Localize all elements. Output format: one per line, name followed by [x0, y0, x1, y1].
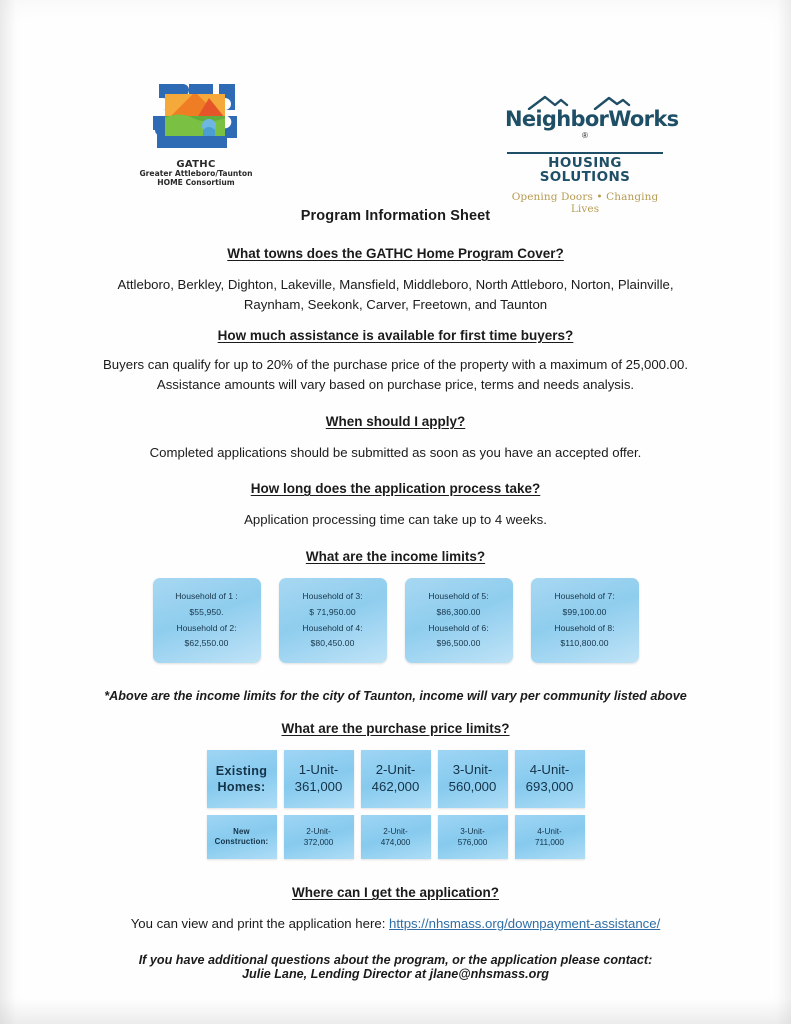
income-household-label: Household of 8:	[554, 622, 615, 633]
existing-label-line2: Homes:	[217, 780, 266, 795]
income-household-value: $110,800.00	[560, 638, 609, 649]
income-household-label: Household of 2:	[176, 622, 237, 633]
income-household-label: Household of 1 :	[175, 590, 238, 601]
price-amount: 560,000	[448, 779, 497, 795]
application-intro-line	[0, 914, 791, 934]
price-column-1-unit	[284, 750, 354, 859]
contact-line-2: Julie Lane, Lending Director at jlane@nhsmass.org	[242, 966, 549, 981]
price-column-labels	[207, 750, 277, 859]
price-cell-new-construction	[438, 815, 508, 859]
application-intro-text: You can view and print the application here:	[130, 916, 386, 932]
gathc-subtitle-line2: HOME Consortium	[157, 177, 235, 187]
price-column-3-unit	[438, 750, 508, 859]
towns-line-2: Raynham, Seekonk, Carver, Freetown, and Taunton	[243, 297, 548, 313]
price-amount: 576,000	[457, 838, 488, 848]
price-row-label-new-construction	[207, 815, 277, 859]
price-unit-label: 2-Unit-	[375, 762, 416, 778]
scan-edge-bottom	[0, 998, 791, 1024]
price-unit-label: 3-Unit-	[452, 762, 493, 778]
price-unit-label: 3-Unit-	[460, 827, 485, 837]
gathc-acronym: GATHC	[176, 159, 216, 170]
income-footnote: *Above are the income limits for the city of Taunton, income will vary per community listed above	[104, 689, 687, 704]
price-amount: 474,000	[380, 838, 411, 848]
income-household-value: $86,300.00	[436, 606, 481, 617]
heading-income-limits: What are the income limits?	[305, 548, 486, 564]
income-household-value: $62,550.00	[184, 638, 229, 649]
neighborworks-subtitle: HOUSING SOLUTIONS	[539, 155, 631, 185]
price-cell-new-construction	[515, 815, 585, 859]
price-row-label-existing	[207, 750, 277, 808]
neighborworks-word: NeighborWorks	[505, 107, 679, 131]
price-amount: 361,000	[294, 779, 343, 795]
existing-label-line1: Existing	[215, 764, 268, 779]
income-household-label: Household of 7:	[554, 590, 615, 601]
neighborworks-divider	[507, 152, 663, 154]
price-cell-existing	[361, 750, 431, 808]
price-cell-new-construction	[361, 815, 431, 859]
heading-process-time: How long does the application process take?	[250, 481, 541, 497]
price-unit-label: 4-Unit-	[537, 827, 562, 837]
heading-towns: What towns does the GATHC Home Program Cover?	[227, 246, 564, 261]
neighborworks-logo	[505, 94, 679, 216]
gathc-caption	[136, 159, 256, 187]
income-household-label: Household of 4:	[302, 622, 363, 633]
new-label-line1: New	[233, 826, 250, 836]
assistance-line-2: Assistance amounts will vary based on purchase price, terms and needs analysis.	[156, 377, 635, 393]
apply-line-1: Completed applications should be submitted as soon as you have an accepted offer.	[149, 444, 642, 460]
price-cell-existing	[515, 750, 585, 808]
neighborworks-tagline: Opening Doors • Changing Lives	[511, 191, 659, 216]
price-column-2-unit	[361, 750, 431, 859]
neighborworks-wordmark	[505, 107, 679, 149]
price-column-4-unit	[515, 750, 585, 859]
income-household-label: Household of 6:	[428, 622, 489, 633]
price-unit-label: 2-Unit-	[306, 827, 331, 837]
gathc-subtitle-line1: Greater Attleboro/Taunton	[139, 169, 253, 179]
price-amount: 372,000	[303, 838, 334, 848]
price-cell-existing	[438, 750, 508, 808]
income-box	[153, 578, 261, 664]
income-limits-boxes	[0, 578, 791, 664]
income-household-value: $55,950.	[189, 606, 224, 617]
application-url-link[interactable]: https://nhsmass.org/downpayment-assistance/	[389, 916, 661, 932]
registered-mark-icon: ®	[582, 131, 588, 140]
price-amount: 462,000	[371, 779, 420, 795]
income-box	[279, 578, 387, 664]
income-box	[531, 578, 639, 664]
price-unit-label: 2-Unit-	[383, 827, 408, 837]
heading-assistance: How much assistance is available for first time buyers?	[217, 327, 574, 343]
income-household-value: $99,100.00	[562, 606, 607, 617]
assistance-line-1: Buyers can qualify for up to 20% of the purchase price of the property with a maximum of 25,000.00.	[103, 356, 688, 372]
heading-when-apply: When should I apply?	[325, 413, 466, 429]
price-cell-existing	[284, 750, 354, 808]
price-amount: 693,000	[525, 779, 574, 795]
heading-where-application: Where can I get the application?	[291, 885, 500, 901]
income-household-value: $ 71,950.00	[309, 606, 356, 617]
price-amount: 711,000	[535, 838, 564, 848]
puzzle-house-logo-icon	[143, 76, 249, 158]
income-box	[405, 578, 513, 664]
income-household-value: $96,500.00	[436, 638, 481, 649]
new-label-line2: Construction:	[214, 837, 269, 847]
income-household-label: Household of 5:	[428, 590, 489, 601]
process-line-1: Application processing time can take up to 4 weeks.	[244, 512, 547, 528]
purchase-price-table	[0, 750, 791, 859]
gathc-logo	[136, 76, 256, 187]
heading-purchase-price-limits: What are the purchase price limits?	[281, 721, 510, 737]
contact-line-1: If you have additional questions about the program, or the application please contact:	[138, 952, 653, 967]
income-household-label: Household of 3:	[302, 590, 363, 601]
page-title: Program Information Sheet	[300, 208, 491, 224]
price-cell-new-construction	[284, 815, 354, 859]
towns-line-1: Attleboro, Berkley, Dighton, Lakeville, Mansfield, Middleboro, North Attleboro, Norton, Plainville,	[117, 277, 674, 292]
price-unit-label: 1-Unit-	[298, 762, 339, 778]
income-household-value: $80,450.00	[310, 638, 355, 649]
price-unit-label: 4-Unit-	[529, 762, 570, 778]
